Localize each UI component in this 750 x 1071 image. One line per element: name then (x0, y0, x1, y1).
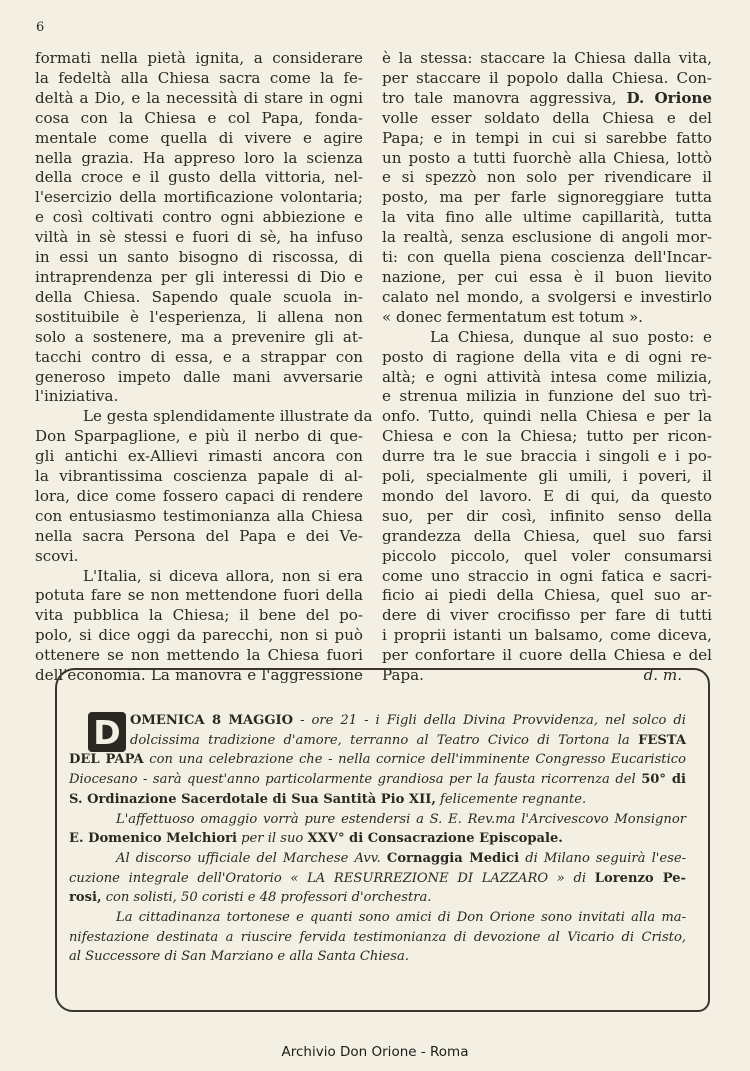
text-line: L'Italia, si diceva allora, non si era (83, 566, 363, 585)
text-fragment: cuzione integrale dell'Oratorio « (69, 870, 308, 886)
event-date: OMENICA 8 MAGGIO (130, 713, 294, 728)
text-line: ti: con quella piena coscienza dell'Incar- (382, 248, 712, 267)
text-line: la realtà, senza esclusione di angoli mor- (382, 228, 712, 247)
notice-line (69, 750, 686, 770)
text-line: per confortare il cuore della Chiesa e del (382, 646, 712, 665)
text-line: e si spezzò non solo per rivendicare il (382, 168, 712, 187)
text-line: l'iniziativa. (35, 387, 119, 406)
text-fragment: - ore 21 - i Figli della Divina Provvidenza, nel solco di (293, 713, 686, 728)
text-fragment: » di (548, 870, 595, 886)
author-signature: d. m. (643, 666, 682, 685)
text-line: l'esercizio della mortificazione volontaria; (35, 188, 363, 207)
notice-line (86, 849, 686, 869)
text-line: la vita fino alle ultime capillarità, tutta (382, 208, 712, 227)
text-line: altà; e ogni attività intesa come milizia, (382, 367, 712, 386)
text-line: piccolo piccolo, quel voler consumarsi (382, 546, 712, 565)
text-line: mentale come quella di vivere e agire (35, 128, 363, 147)
notice-line (69, 790, 686, 810)
text-line: formati nella pietà ignita, a considerare (35, 49, 363, 67)
text-line: nella sacra Persona del Papa e dei Ve- (35, 526, 363, 545)
text-line: in essi un santo bisogno di riscossa, di (35, 248, 363, 267)
text-line: sostituibile è l'esperienza, li allena non (35, 307, 363, 326)
text-line: dere di viver crocifisso per fare di tutti (382, 606, 712, 625)
text-line: posto di ragione della vita e di ogni re- (382, 347, 712, 366)
text-line: Le gesta splendidamente illustrate da (83, 407, 373, 426)
notice-line: L'affettuoso omaggio vorrà pure estendersi a S. E. Rev.ma l'Arcivescovo Monsignor (116, 811, 686, 827)
text-fragment: tro tale manovra aggressiva, (382, 88, 617, 107)
page-number: 6 (36, 20, 45, 35)
text-fragment: XXV° di Consacrazione Episcopale. (307, 831, 563, 847)
right-paragraph-1 (382, 49, 712, 328)
text-fragment: felicemente regnante. (435, 791, 587, 807)
text-line: potuta fare se non mettendone fuori della (35, 586, 363, 605)
text-line: scovi. (35, 546, 79, 565)
text-fragment: 50° di (641, 772, 686, 788)
notice-line (69, 869, 686, 889)
text-line: posto, ma per farle signoreggiare tutta (382, 188, 712, 207)
event-name: DEL PAPA (69, 752, 144, 768)
text-line: gli antichi ex-Allievi rimasti ancora con (35, 447, 363, 466)
text-line: per staccare il popolo dalla Chiesa. Con- (382, 68, 712, 87)
text-line: della croce e il gusto della vittoria, nel- (35, 168, 363, 187)
text-line: solo a sostenere, ma a prevenire gli at- (35, 327, 363, 346)
text-line: Don Sparpaglione, e più il nerbo di que- (35, 427, 363, 446)
text-line: suo, per dir così, infinito senso della (382, 506, 712, 525)
text-line: e così coltivati contro ogni abbiezione e (35, 208, 363, 227)
text-fragment: S. Ordinazione Sacerdotale di Sua Santità Pio XII, (69, 791, 436, 807)
text-line: « donec fermentatum est totum ». (382, 307, 643, 326)
text-line: viltà in sè stessi e fuori di sè, ha infuso (35, 228, 363, 247)
right-column (382, 49, 712, 686)
notice-line (69, 829, 686, 849)
text-line: volle esser soldato della Chiesa e del (382, 108, 712, 127)
text-line: tacchi contro di essa, e a strappar con (35, 347, 363, 366)
person-name: E. Domenico Melchiori (69, 831, 238, 847)
text-fragment: Diocesano - sarà quest'anno particolarmente grandiosa per la fausta ricorrenza del (69, 772, 636, 788)
text-line: poli, specialmente gli umili, i poveri, il (382, 467, 712, 486)
text-line: mondo del lavoro. E di qui, da questo (382, 486, 712, 505)
left-paragraph-2 (35, 407, 373, 566)
text-line: con entusiasmo testimonianza alla Chiesa (35, 506, 363, 525)
text-line: intraprendenza per gli interessi di Dio e (35, 267, 363, 286)
text-line: come uno straccio in ogni fatica e sacri- (382, 566, 712, 585)
text-line: nella grazia. Ha appreso loro la scienza (35, 148, 363, 167)
notice-line: al Successore di San Marziano e alla Santa Chiesa. (69, 949, 409, 965)
notice-line (69, 770, 686, 790)
text-line: la vibrantissima coscienza papale di al- (35, 467, 363, 486)
text-line: lora, dice come fossero capaci di rendere (35, 486, 363, 505)
text-line: grandezza della Chiesa, quel suo farsi (382, 526, 712, 545)
text-line: La Chiesa, dunque al suo posto: e (430, 327, 712, 346)
text-line: generoso impeto dalle mani avversarie (35, 367, 363, 386)
text-fragment: di Milano seguirà l'ese- (519, 850, 686, 866)
text-line: ficio ai piedi della Chiesa, quel suo ar- (382, 586, 712, 605)
text-line: la fedeltà alla Chiesa sacra come la fe- (35, 68, 363, 87)
person-name: Cornaggia Medici (386, 850, 520, 866)
announcement-text (69, 711, 686, 967)
left-column (35, 49, 373, 686)
text-line: deltà a Dio, e la necessità di stare in ogni (35, 88, 363, 107)
text-line: Papa; e in tempi in cui si sarebbe fatto (382, 128, 712, 147)
text-line: vita pubblica la Chiesa; il bene del po- (35, 606, 363, 625)
right-paragraph-2 (382, 328, 712, 686)
notice-line: nifestazione destinata a riuscire fervida testimonianza di devozione al Vicario di Cristo, (69, 929, 686, 945)
left-paragraph-1 (35, 49, 363, 407)
person-name: Lorenzo Pe- (594, 870, 686, 886)
drop-cap: D (88, 712, 126, 752)
bold-name: D. Orione (626, 88, 712, 107)
text-line: onfo. Tutto, quindi nella Chiesa e per la (382, 407, 712, 426)
notice-line (86, 731, 686, 751)
text-fragment: Papa. (382, 666, 424, 685)
archive-footer: Archivio Don Orione - Roma (281, 1044, 469, 1060)
text-line: Chiesa e con la Chiesa; tutto per ricon- (382, 427, 712, 446)
notice-line (69, 888, 686, 908)
text-line: polo, si dice oggi da parecchi, non si può (35, 626, 363, 645)
text-line: cosa con la Chiesa e col Papa, fonda- (35, 108, 363, 127)
text-line-with-bold (382, 89, 712, 109)
notice-line: La cittadinanza tortonese e quanti sono amici di Don Orione sono invitati alla ma- (116, 910, 686, 926)
text-line: e strenua milizia in funzione del suo trì- (382, 387, 712, 406)
text-line: dell'economia. La manovra e l'aggressione (35, 666, 363, 685)
text-line: della Chiesa. Sapendo quale scuola in- (35, 287, 363, 306)
work-title: LA RESURREZIONE DI LAZZARO (307, 870, 549, 886)
text-line: calato nel mondo, a svolgersi e investirlo (382, 287, 712, 306)
text-line: è la stessa: staccare la Chiesa dalla vita, (382, 49, 712, 67)
text-line: ottenere se non mettendo la Chiesa fuori (35, 646, 363, 665)
notice-line (86, 711, 686, 731)
text-fragment: per il suo (237, 831, 308, 847)
text-fragment: dolcissima tradizione d'amore, terranno al Teatro Civico di Tortona la (130, 732, 630, 748)
text-fragment: con una celebrazione che - nella cornice dell'imminente Congresso Eucaristico (143, 752, 686, 768)
text-line: nazione, per cui essa è il buon lievito (382, 267, 712, 286)
event-name: FESTA (638, 732, 686, 748)
text-line: durre tra le sue braccia i singoli e i po- (382, 447, 712, 466)
text-line: un posto a tutti fuorchè alla Chiesa, lottò (382, 148, 712, 167)
text-fragment: con solisti, 50 coristi e 48 professori d'orchestra. (101, 890, 432, 906)
person-name: rosi, (69, 890, 102, 906)
text-line: i proprii istanti un balsamo, come diceva, (382, 626, 712, 645)
text-fragment: Al discorso ufficiale del Marchese Avv. (116, 850, 387, 866)
